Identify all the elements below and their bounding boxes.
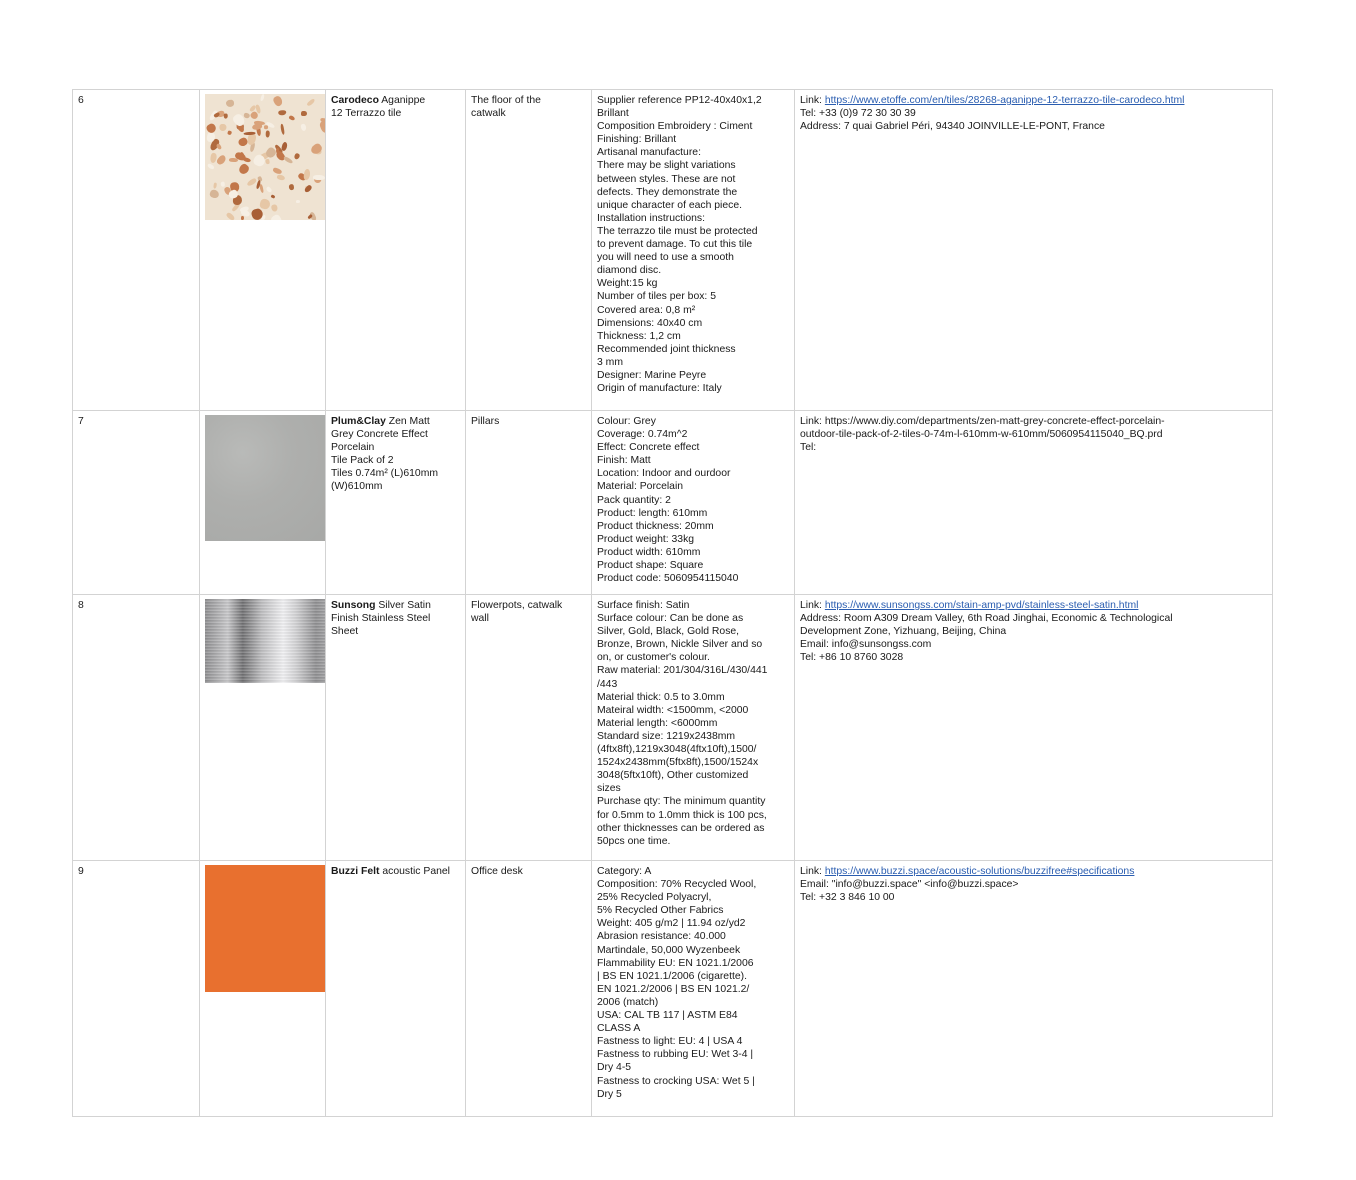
product-link[interactable]: https://www.sunsongss.com/stain-amp-pvd/stainless-steel-satin.html — [824, 600, 1139, 611]
terrazzo-chip — [207, 163, 215, 170]
product-name — [326, 595, 466, 861]
materials-table — [72, 89, 1273, 1117]
contact-cell — [795, 595, 1273, 861]
row-number: 7 — [73, 411, 200, 595]
terrazzo-chip — [219, 124, 227, 132]
terrazzo-chip — [216, 144, 222, 151]
link-label: Link: — [800, 600, 825, 611]
terrazzo-chip — [241, 216, 244, 220]
terrazzo-chip — [281, 142, 288, 152]
table-row — [73, 411, 1273, 595]
specs-cell: Category: A Composition: 70% Recycled Wool, 25% Recycled Polyacryl, 5% Recycled Other Fabrics Weight: 405 g/m2 | 11.94 oz/yd2 Abrasion resistance: 40.000 Martindale, 50,000 Wyzenbeek Flammability EU: EN 1021.1/2006 | BS EN 1021.1/2006 (cigarette). EN 1021.2/2006 | BS EN 1021.2/ 2006 (match) USA: CAL TB 117 | ASTM E84 CLASS A Fastness to light: EU: 4 | USA 4 Fastness to rubbing EU: Wet 3-4 | Dry 4-5 Fastness to crocking USA: Wet 5 | Dry 5 — [592, 861, 795, 1117]
terrazzo-chip — [301, 124, 307, 132]
product-name — [326, 861, 466, 1117]
link-label: Link: https://www.diy.com/departments/zen-matt-grey-concrete-effect-porcelain- outdoor-tile-pack-of-2-tiles-0-74m-l-610mm-w-610mm/5060954115040_BQ.prd — [800, 416, 1165, 441]
terrazzo-chip — [301, 111, 306, 116]
specs-cell: Colour: Grey Coverage: 0.74m^2 Effect: Concrete effect Finish: Matt Location: Indoor and ourdoor Material: Porcelain Pack quantity: 2 Product: length: 610mm Product thickness: 20mm Product weight: 33kg Product width: 610mm Product shape: Square Product code: 5060954115040 — [592, 411, 795, 595]
terrazzo-chip — [288, 114, 295, 120]
terrazzo-chip — [205, 122, 217, 134]
row-number: 8 — [73, 595, 200, 861]
usage-cell: Flowerpots, catwalk wall — [466, 595, 592, 861]
contact-info: Tel: +33 (0)9 72 30 30 39 Address: 7 quai Gabriel Péri, 94340 JOINVILLE-LE-PONT, France — [800, 108, 1105, 133]
terrazzo-chip — [288, 184, 294, 191]
terrazzo-tile-image — [205, 94, 326, 220]
terrazzo-chip — [272, 167, 282, 175]
brand-name: Plum&Clay — [331, 416, 386, 427]
terrazzo-chip — [216, 153, 228, 165]
terrazzo-chip — [225, 212, 235, 220]
terrazzo-chip — [304, 169, 312, 181]
terrazzo-chip — [324, 160, 325, 168]
specs-cell: Supplier reference PP12-40x40x1,2 Brillant Composition Embroidery : Ciment Finishing: Brillant Artisanal manufacture: There may be slight variations between styles. These are not defects. They demonstrate the unique character of each piece. Installation instructions: The terrazzo tile must be protected to prevent damage. To cut this tile you will need to use a smooth diamond disc. Weight:15 kg Number of tiles per box: 5 Covered area: 0,8 m² Dimensions: 40x40 cm Thickness: 1,2 cm Recommended joint thickness 3 mm Designer: Marine Peyre Origin of manufacture: Italy — [592, 90, 795, 411]
usage-cell: The floor of the catwalk — [466, 90, 592, 411]
terrazzo-chip — [213, 183, 217, 189]
contact-cell — [795, 411, 1273, 595]
table-row — [73, 90, 1273, 411]
link-label: Link: — [800, 866, 825, 877]
row-number: 6 — [73, 90, 200, 411]
product-description: Zen Matt Grey Concrete Effect Porcelain Tile Pack of 2 Tiles 0.74m² (L)610mm (W)610mm — [331, 416, 439, 493]
terrazzo-chip — [226, 100, 235, 108]
terrazzo-chip — [296, 200, 300, 203]
terrazzo-chip — [271, 203, 279, 211]
usage-cell: Office desk — [466, 861, 592, 1117]
terrazzo-chip — [237, 163, 250, 176]
specs-cell: Surface finish: Satin Surface colour: Can be done as Silver, Gold, Black, Gold Rose, Bronze, Brown, Nickle Silver and so on, or customer's colour. Raw material: 201/304/316L/430/441 /443 Material thick: 0.5 to 3.0mm Mateiral width: <1500mm, <2000 Material length: <6000mm Standard size: 1219x2438mm (4ftx8ft),1219x3048(4ftx10ft),1500/ 1524x2438mm(5ftx8ft),1500/1524x 3048(5ftx10ft), Other customized sizes Purchase qty: The minimum quantity for 0.5mm to 1.0mm thick is 100 pcs, other thicknesses can be ordered as 50pcs one time. — [592, 595, 795, 861]
terrazzo-chip — [223, 114, 228, 119]
product-description: acoustic Panel — [379, 866, 450, 877]
terrazzo-chip — [265, 159, 269, 165]
row-number: 9 — [73, 861, 200, 1117]
terrazzo-chip — [265, 130, 270, 137]
terrazzo-chip — [265, 186, 272, 193]
contact-cell — [795, 90, 1273, 411]
contact-info: Tel: — [800, 442, 817, 454]
terrazzo-chip — [303, 183, 312, 193]
terrazzo-chip — [294, 153, 301, 161]
terrazzo-chip — [221, 182, 225, 187]
swatch-cell — [200, 411, 326, 595]
table-row — [73, 861, 1273, 1117]
swatch-cell — [200, 595, 326, 861]
product-name — [326, 411, 466, 595]
brand-name: Sunsong — [331, 600, 376, 611]
swatch-cell — [200, 90, 326, 411]
product-link[interactable]: https://www.etoffe.com/en/tiles/28268-aganippe-12-terrazzo-tile-carodeco.html — [824, 95, 1185, 106]
terrazzo-chip — [270, 195, 275, 199]
table-row — [73, 595, 1273, 861]
terrazzo-chip — [306, 98, 315, 107]
terrazzo-chip — [209, 189, 220, 199]
product-description: Silver Satin Finish Stainless Steel Sheet — [331, 600, 431, 638]
terrazzo-chip — [318, 119, 326, 133]
product-name — [326, 90, 466, 411]
terrazzo-chip — [227, 131, 232, 136]
product-link[interactable]: https://www.buzzi.space/acoustic-solutions/buzzifree#specifications — [824, 866, 1135, 877]
terrazzo-chip — [278, 109, 286, 115]
terrazzo-chip — [276, 174, 285, 181]
stainless-steel-image — [205, 599, 326, 683]
contact-info: Address: Room A309 Dream Valley, 6th Road Jinghai, Economic & Technological Development Zone, Yizhuang, Beijing, China Email: info@sunsongss.com Tel: +86 10 8760 3028 — [800, 613, 1173, 664]
terrazzo-chip — [264, 125, 268, 129]
contact-info: Email: "info@buzzi.space" <info@buzzi.space> Tel: +32 3 846 10 00 — [800, 879, 1019, 904]
contact-cell — [795, 861, 1273, 1117]
terrazzo-chip — [272, 95, 284, 107]
terrazzo-chip — [270, 213, 284, 220]
swatch-cell — [200, 861, 326, 1117]
concrete-tile-image — [205, 415, 326, 541]
product-description: Aganippe 12 Terrazzo tile — [331, 95, 426, 120]
terrazzo-chip — [280, 124, 285, 135]
terrazzo-chip — [260, 94, 265, 101]
link-label: Link: — [800, 95, 825, 106]
brand-name: Carodeco — [331, 95, 379, 106]
terrazzo-chip — [309, 142, 323, 156]
brand-name: Buzzi Felt — [331, 866, 380, 877]
usage-cell: Pillars — [466, 411, 592, 595]
terrazzo-chip — [282, 156, 293, 165]
orange-felt-image — [205, 865, 326, 992]
